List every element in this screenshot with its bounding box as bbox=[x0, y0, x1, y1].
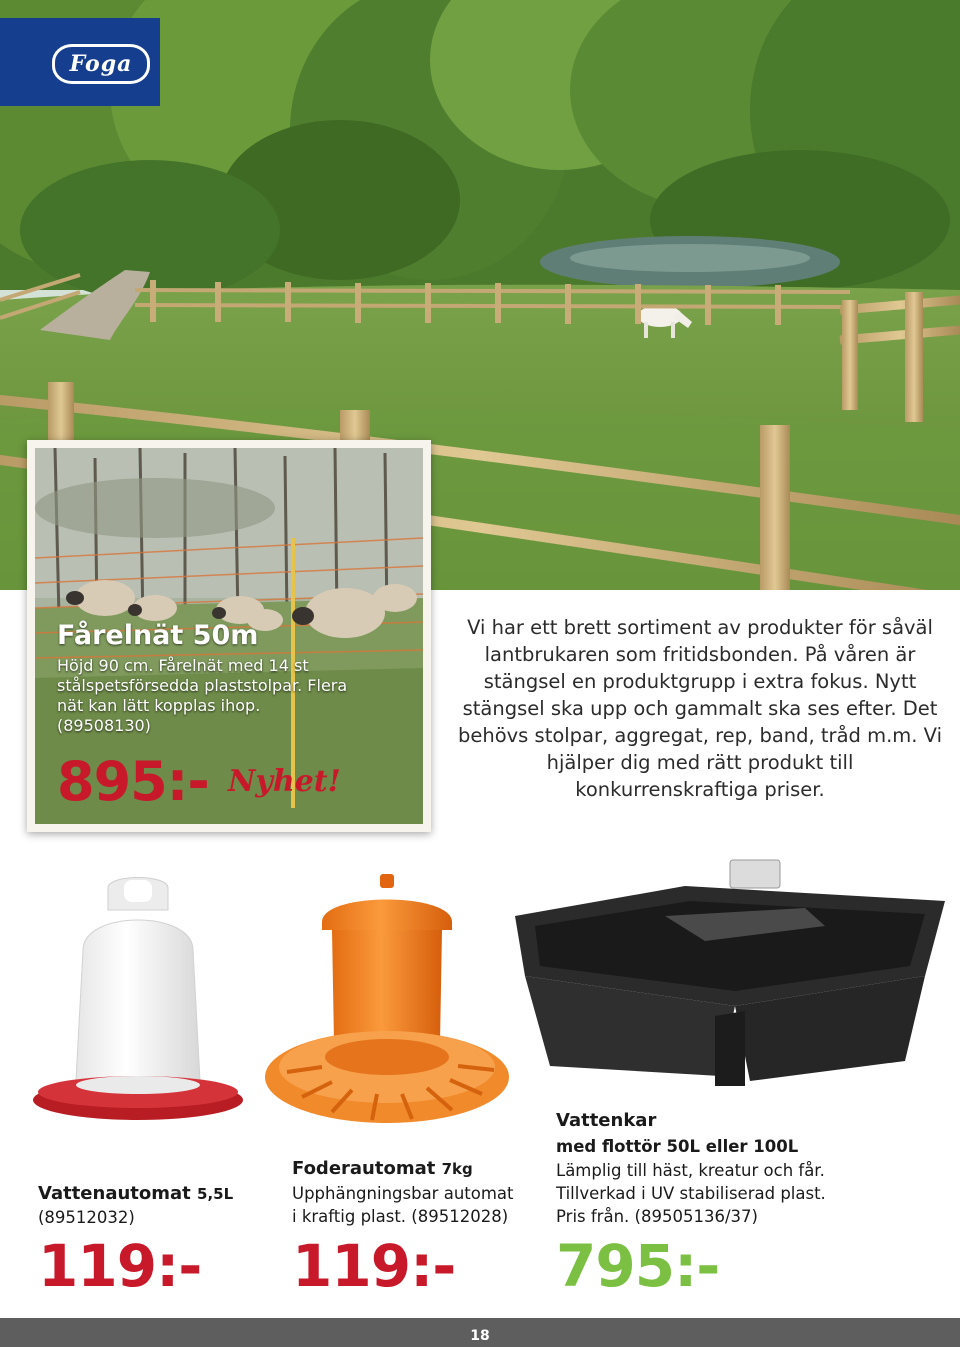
water-dispenser-image bbox=[28, 870, 248, 1140]
featured-description: Höjd 90 cm. Fårelnät med 14 st stålspetsförsedda plaststolpar. Flera nät kan lätt kopplas ihop. (89508130) bbox=[57, 656, 348, 735]
product-2-name bbox=[292, 1158, 473, 1179]
product-2-price: 119:- bbox=[292, 1232, 456, 1300]
product-1-name bbox=[38, 1183, 233, 1204]
product-2-line-2: i kraftig plast. (89512028) bbox=[292, 1207, 509, 1226]
new-badge: Nyhet! bbox=[228, 764, 341, 799]
product-1-size: 5,5L bbox=[197, 1185, 234, 1203]
product-2-title: Foderautomat bbox=[292, 1158, 436, 1179]
product-3-line-2: Tillverkad i UV stabiliserad plast. bbox=[556, 1184, 826, 1203]
brand-logo bbox=[0, 18, 160, 106]
product-3-name: Vattenkar bbox=[556, 1110, 657, 1131]
product-1-line-1: (89512032) bbox=[38, 1208, 135, 1227]
product-3-subtitle: med flottör 50L eller 100L bbox=[556, 1137, 799, 1156]
product-2-size: 7kg bbox=[441, 1160, 473, 1178]
logo-text: Foga bbox=[69, 51, 133, 77]
product-1-title: Vattenautomat bbox=[38, 1183, 191, 1204]
intro-paragraph: Vi har ett brett sortiment av produkter för såväl lantbrukaren som fritidsbonden. På våren är stängsel en produktgrupp i extra fokus. Nytt stängsel ska upp och gammalt ska ses efter. Det behövs stolpar, aggregat, rep, band, tråd m.m. Vi hjälper dig med rätt produkt till konkurrenskraftiga priser. bbox=[457, 616, 943, 801]
water-trough-image bbox=[505, 856, 955, 1096]
feeder-image bbox=[262, 872, 512, 1142]
page-number: 18 bbox=[470, 1328, 490, 1344]
featured-title: Fårelnät 50m bbox=[57, 620, 259, 651]
logo-oval bbox=[52, 44, 150, 84]
product-3-line-1: Lämplig till häst, kreatur och får. bbox=[556, 1161, 825, 1180]
product-3-line-3: Pris från. (89505136/37) bbox=[556, 1207, 758, 1226]
product-3-price: 795:- bbox=[556, 1232, 720, 1300]
product-1-price: 119:- bbox=[38, 1232, 202, 1300]
product-2-line-1: Upphängningsbar automat bbox=[292, 1184, 514, 1203]
featured-price: 895:- bbox=[57, 750, 209, 813]
